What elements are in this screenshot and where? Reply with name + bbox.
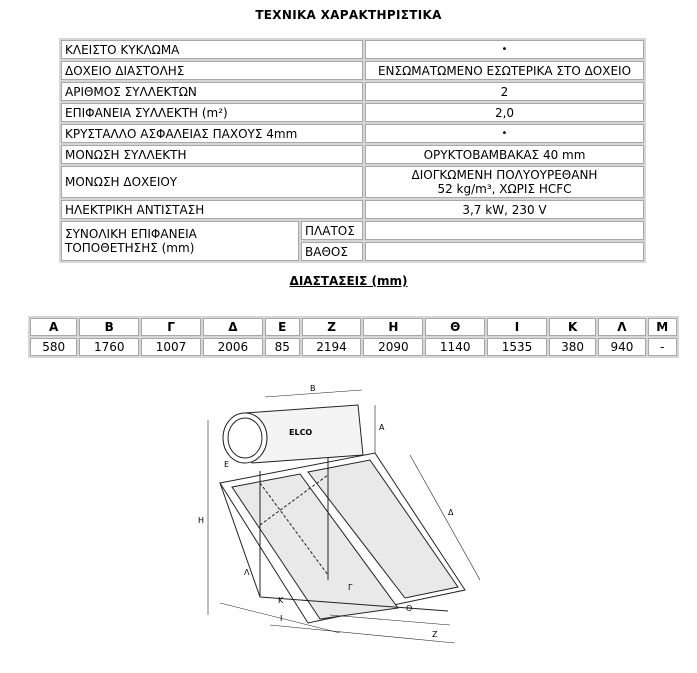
label-i: Ι xyxy=(280,614,283,623)
table-row xyxy=(61,40,644,59)
label-e: Ε xyxy=(224,460,230,469)
specs-table xyxy=(59,38,646,263)
dimension-header: Ε xyxy=(265,318,300,336)
installation-label-line: ΣΥΝΟΛΙΚΗ ΕΠΙΦΑΝΕΙΑ xyxy=(65,227,197,241)
spec-value: • xyxy=(365,40,644,59)
tank-end-cap xyxy=(223,413,267,463)
solar-heater-diagram xyxy=(180,375,520,665)
dimensions-value-row xyxy=(30,338,677,356)
label-th: Θ xyxy=(406,604,413,613)
spec-value: 2 xyxy=(365,82,644,101)
dimension-header: Δ xyxy=(203,318,263,336)
table-row xyxy=(61,61,644,80)
dimension-header: Κ xyxy=(549,318,596,336)
label-a: Α xyxy=(379,423,385,432)
brand-logo: ELCO xyxy=(289,428,313,437)
spec-label: ΔΟΧΕΙΟ ΔΙΑΣΤΟΛΗΣ xyxy=(61,61,363,80)
table-row xyxy=(61,103,644,122)
table-row xyxy=(61,200,644,219)
spec-value: • xyxy=(365,124,644,143)
table-row xyxy=(61,124,644,143)
width-value xyxy=(365,221,644,240)
dimension-header: Θ xyxy=(425,318,485,336)
dimension-header: Λ xyxy=(598,318,645,336)
table-row xyxy=(61,166,644,198)
label-h: Η xyxy=(198,516,205,525)
spec-value-line: ΔΙΟΓΚΩΜΕΝΗ ΠΟΛΥΟΥΡΕΘΑΝΗ xyxy=(411,168,598,182)
dimension-header: Γ xyxy=(141,318,201,336)
spec-label: ΚΡΥΣΤΑΛΛΟ ΑΣΦΑΛΕΙΑΣ ΠΑΧΟΥΣ 4mm xyxy=(61,124,363,143)
dimension-value: 380 xyxy=(549,338,596,356)
label-g: Γ xyxy=(348,583,353,592)
label-z: Ζ xyxy=(432,630,438,639)
dimension-header: Η xyxy=(363,318,423,336)
dimension-value: 1535 xyxy=(487,338,547,356)
dimensions-header-row xyxy=(30,318,677,336)
table-row xyxy=(61,82,644,101)
spec-value: 2,0 xyxy=(365,103,644,122)
spec-value: ΟΡΥΚΤΟΒΑΜΒΑΚΑΣ 40 mm xyxy=(365,145,644,164)
installation-label-line: ΤΟΠΟΘΕΤΗΣΗΣ (mm) xyxy=(65,241,195,255)
spec-label: ΜΟΝΩΣΗ ΔΟΧΕΙΟΥ xyxy=(61,166,363,198)
dimensions-table xyxy=(28,316,679,358)
width-label: ΠΛΑΤΟΣ xyxy=(301,221,363,240)
label-l: Λ xyxy=(244,568,250,577)
spec-label: ΑΡΙΘΜΟΣ ΣΥΛΛΕΚΤΩΝ xyxy=(61,82,363,101)
spec-value-line: 52 kg/m³, ΧΩΡΙΣ HCFC xyxy=(437,182,572,196)
dimension-value: 85 xyxy=(265,338,300,356)
dimension-z-line xyxy=(270,625,455,643)
installation-label xyxy=(61,221,299,261)
dimension-header: Α xyxy=(30,318,77,336)
page-title: ΤΕΧΝΙΚΑ ΧΑΡΑΚΤΗΡΙΣΤΙΚΑ xyxy=(255,8,442,22)
dimensions-title: ΔΙΑΣΤΑΣΕΙΣ (mm) xyxy=(289,274,408,288)
table-row xyxy=(61,145,644,164)
dimension-value: - xyxy=(648,338,677,356)
dimension-value: 940 xyxy=(598,338,645,356)
dimension-header: Μ xyxy=(648,318,677,336)
spec-label: ΚΛΕΙΣΤΟ ΚΥΚΛΩΜΑ xyxy=(61,40,363,59)
spec-label: ΕΠΙΦΑΝΕΙΑ ΣΥΛΛΕΚΤΗ (m²) xyxy=(61,103,363,122)
depth-label: ΒΑΘΟΣ xyxy=(301,242,363,261)
label-d: Δ xyxy=(448,508,454,517)
dimension-value: 1007 xyxy=(141,338,201,356)
spec-label: ΜΟΝΩΣΗ ΣΥΛΛΕΚΤΗ xyxy=(61,145,363,164)
dimension-value: 2090 xyxy=(363,338,423,356)
dimension-value: 1760 xyxy=(79,338,139,356)
table-row xyxy=(61,221,644,240)
dimension-value: 1140 xyxy=(425,338,485,356)
label-k: Κ xyxy=(278,596,284,605)
dimension-header: Ι xyxy=(487,318,547,336)
dimension-value: 580 xyxy=(30,338,77,356)
spec-label: ΗΛΕΚΤΡΙΚΗ ΑΝΤΙΣΤΑΣΗ xyxy=(61,200,363,219)
dimension-value: 2006 xyxy=(203,338,263,356)
label-b: Β xyxy=(310,384,316,393)
depth-value xyxy=(365,242,644,261)
spec-value: 3,7 kW, 230 V xyxy=(365,200,644,219)
spec-value: ΕΝΣΩΜΑΤΩΜΕΝΟ ΕΣΩΤΕΡΙΚΑ ΣΤΟ ΔΟΧΕΙΟ xyxy=(365,61,644,80)
dimension-header: Β xyxy=(79,318,139,336)
dimension-header: Ζ xyxy=(302,318,362,336)
dimension-th-line xyxy=(330,615,450,625)
dimension-value: 2194 xyxy=(302,338,362,356)
spec-value xyxy=(365,166,644,198)
